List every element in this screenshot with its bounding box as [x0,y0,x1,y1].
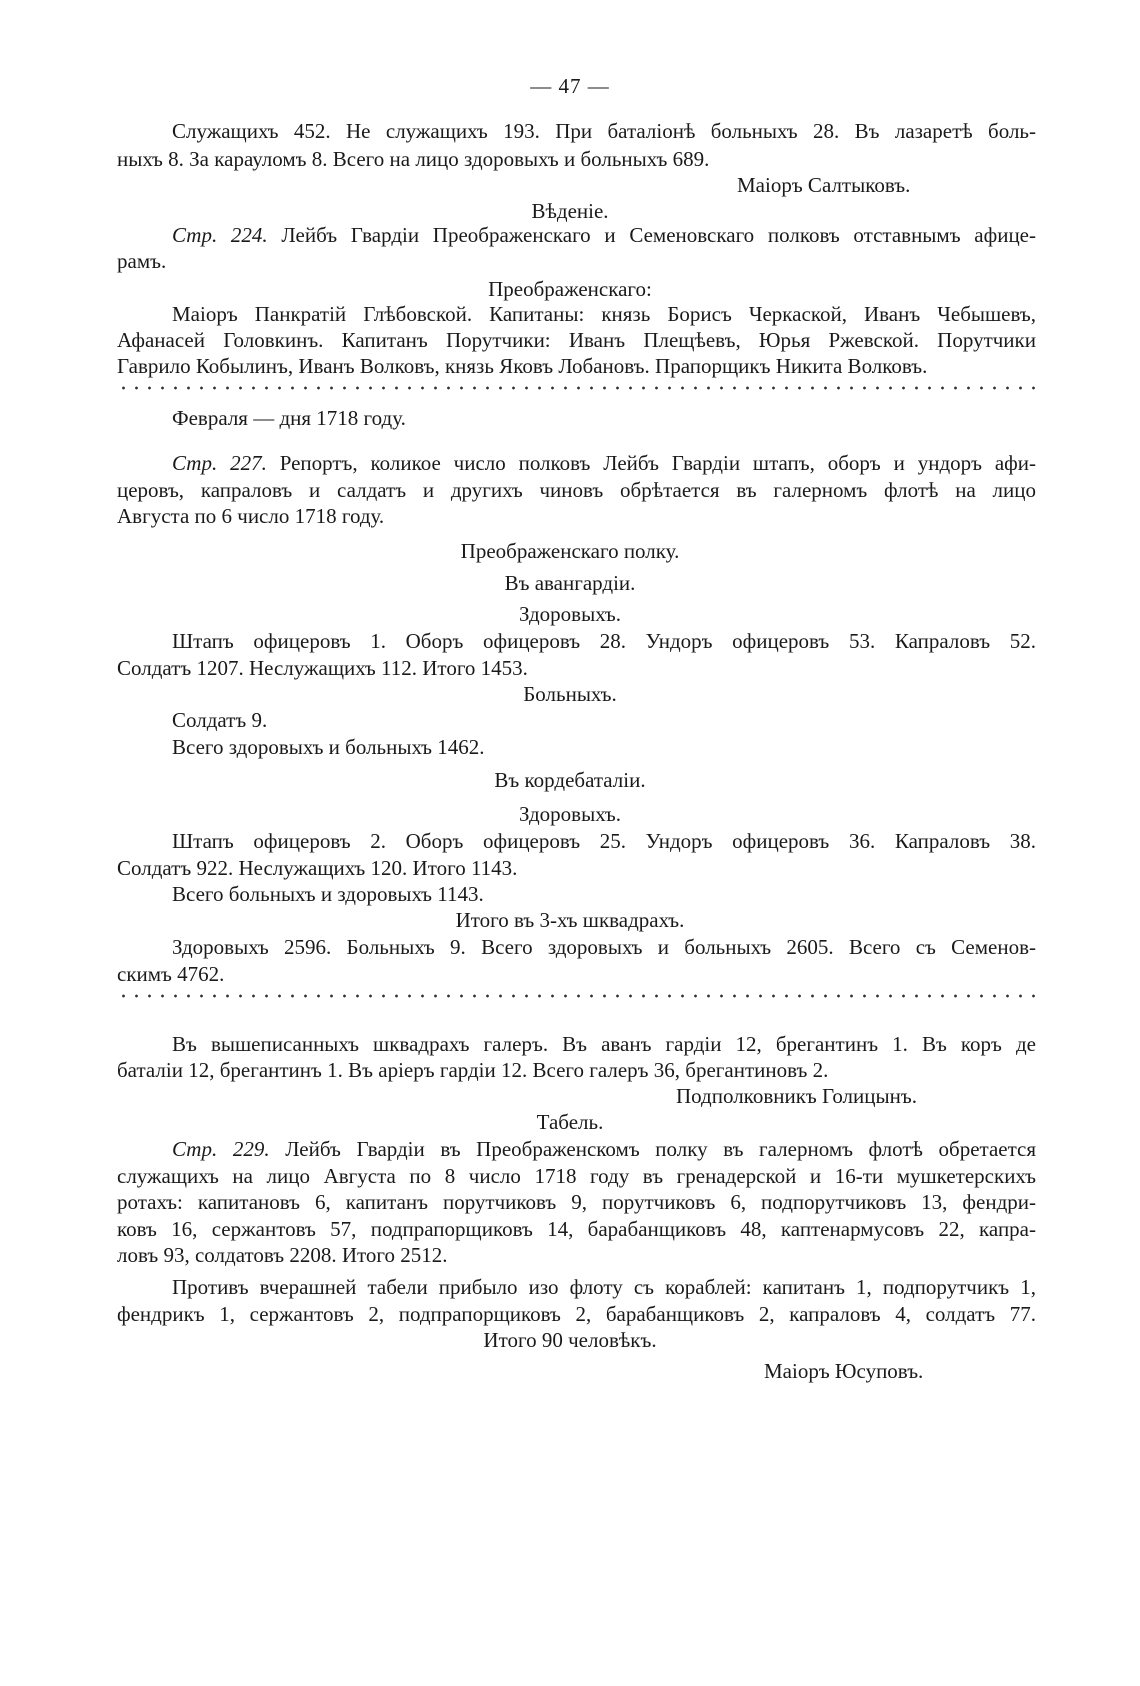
section-heading: Табель. [536,1110,604,1134]
text-line: скимъ 4762. [117,962,225,986]
text-line: Солдатъ 922. Неслужащихъ 120. Итого 1143. [117,856,518,880]
dotted-separator [117,386,1036,390]
text-line: Солдатъ 9. [172,708,268,732]
section-heading: Здоровыхъ. [518,802,622,826]
section-heading: Больныхъ. [523,682,617,706]
text-line: ковъ 16, сержантовъ 57, подпрапорщиковъ 14, барабанщиковъ 48, каптенармусовъ 22, капра- [117,1217,1036,1241]
section-heading: Преображенскаго: [488,277,652,301]
text-line: Маіоръ Панкратій Глѣбовской. Капитаны: князь Борисъ Черкаской, Иванъ Чебышевъ, [172,302,1036,326]
section-heading: Вѣденіе. [531,199,609,223]
page-reference: Стр. 229. [172,1137,270,1161]
text-line: Августа по 6 число 1718 году. [117,504,385,528]
text-line: фендрикъ 1, сержантовъ 2, подпрапорщиковъ 2, барабанщиковъ 2, капраловъ 4, солдатъ 77. [117,1302,1036,1326]
text-line: Противъ вчерашней табели прибыло изо флоту съ кораблей: капитанъ 1, подпорутчикъ 1, [172,1275,1036,1299]
section-heading: Въ авангардіи. [504,571,636,595]
text-line: рамъ. [117,249,167,273]
text-line: Афанасей Головкинъ. Капитанъ Порутчики: Иванъ Плещѣевъ, Юрья Ржевской. Порутчики [117,328,1036,352]
text-line: Въ вышеписанныхъ шквадрахъ галеръ. Въ аванъ гардіи 12, брегантинъ 1. Въ коръ де [172,1032,1036,1056]
text-line: служащихъ на лицо Августа по 8 число 1718 году въ гренадерской и 16-ти мушкетерскихъ [117,1164,1036,1188]
text-line: Итого 90 человѣкъ. [483,1328,657,1352]
text-line: баталіи 12, брегантинъ 1. Въ аріеръ гардіи 12. Всего галеръ 36, брегантиновъ 2. [117,1058,829,1082]
signature-golitsyn: Подполковникъ Голицынъ. [676,1084,917,1108]
section-heading: Преображенскаго полку. [460,539,680,563]
text-line: церовъ, капраловъ и салдатъ и другихъ чиновъ обрѣтается въ галерномъ флотѣ на лицо [117,478,1036,502]
text-line: Гаврило Кобылинъ, Иванъ Волковъ, князь Яковъ Лобановъ. Прапорщикъ Никита Волковъ. [117,354,928,378]
section-heading: Здоровыхъ. [518,602,622,626]
text-line: Штапъ офицеровъ 1. Оборъ офицеровъ 28. Ундоръ офицеровъ 53. Капраловъ 52. [172,629,1036,653]
text-line: Февраля — дня 1718 году. [172,406,406,430]
dotted-separator [117,994,1036,998]
signature-yusupov: Маіоръ Юсуповъ. [764,1359,924,1383]
text-line: Стр. 224. Лейбъ Гвардіи Преображенскаго и Семеновскаго полковъ отставнымъ афице- [172,223,1036,247]
text-line: ротахъ: капитановъ 6, капитанъ порутчиковъ 9, порутчиковъ 6, подпорутчиковъ 13, фендри- [117,1190,1036,1214]
text-line: Здоровыхъ 2596. Больныхъ 9. Всего здоровыхъ и больныхъ 2605. Всего съ Семенов- [172,935,1036,959]
text-line: Стр. 229. Лейбъ Гвардіи въ Преображенскомъ полку въ галерномъ флотѣ обретается [172,1137,1037,1161]
text-line: Штапъ офицеровъ 2. Оборъ офицеровъ 25. Ундоръ офицеровъ 36. Капраловъ 38. [172,829,1036,853]
signature-saltykov: Маіоръ Салтыковъ. [737,173,911,197]
section-heading: Въ кордебаталіи. [494,768,646,792]
text-line: Стр. 227. Репортъ, коликое число полковъ Лейбъ Гвардіи штапъ, оборъ и ундоръ афи- [172,451,1037,475]
text-line: ловъ 93, солдатовъ 2208. Итого 2512. [117,1243,448,1267]
page-reference: Стр. 224. [172,223,268,247]
text-line: Солдатъ 1207. Неслужащихъ 112. Итого 1453. [117,656,528,680]
text-line: Всего больныхъ и здоровыхъ 1143. [172,882,484,906]
section-heading: Итого въ 3-хъ шквадрахъ. [455,908,685,932]
page-reference: Стр. 227. [172,451,267,475]
page-number: — 47 — [530,74,610,98]
text-line: ныхъ 8. За карауломъ 8. Всего на лицо здоровыхъ и больныхъ 689. [117,147,710,171]
text-line: Служащихъ 452. Не служащихъ 193. При баталіонѣ больныхъ 28. Въ лазаретѣ боль- [172,119,1036,143]
text-line: Всего здоровыхъ и больныхъ 1462. [172,735,485,759]
